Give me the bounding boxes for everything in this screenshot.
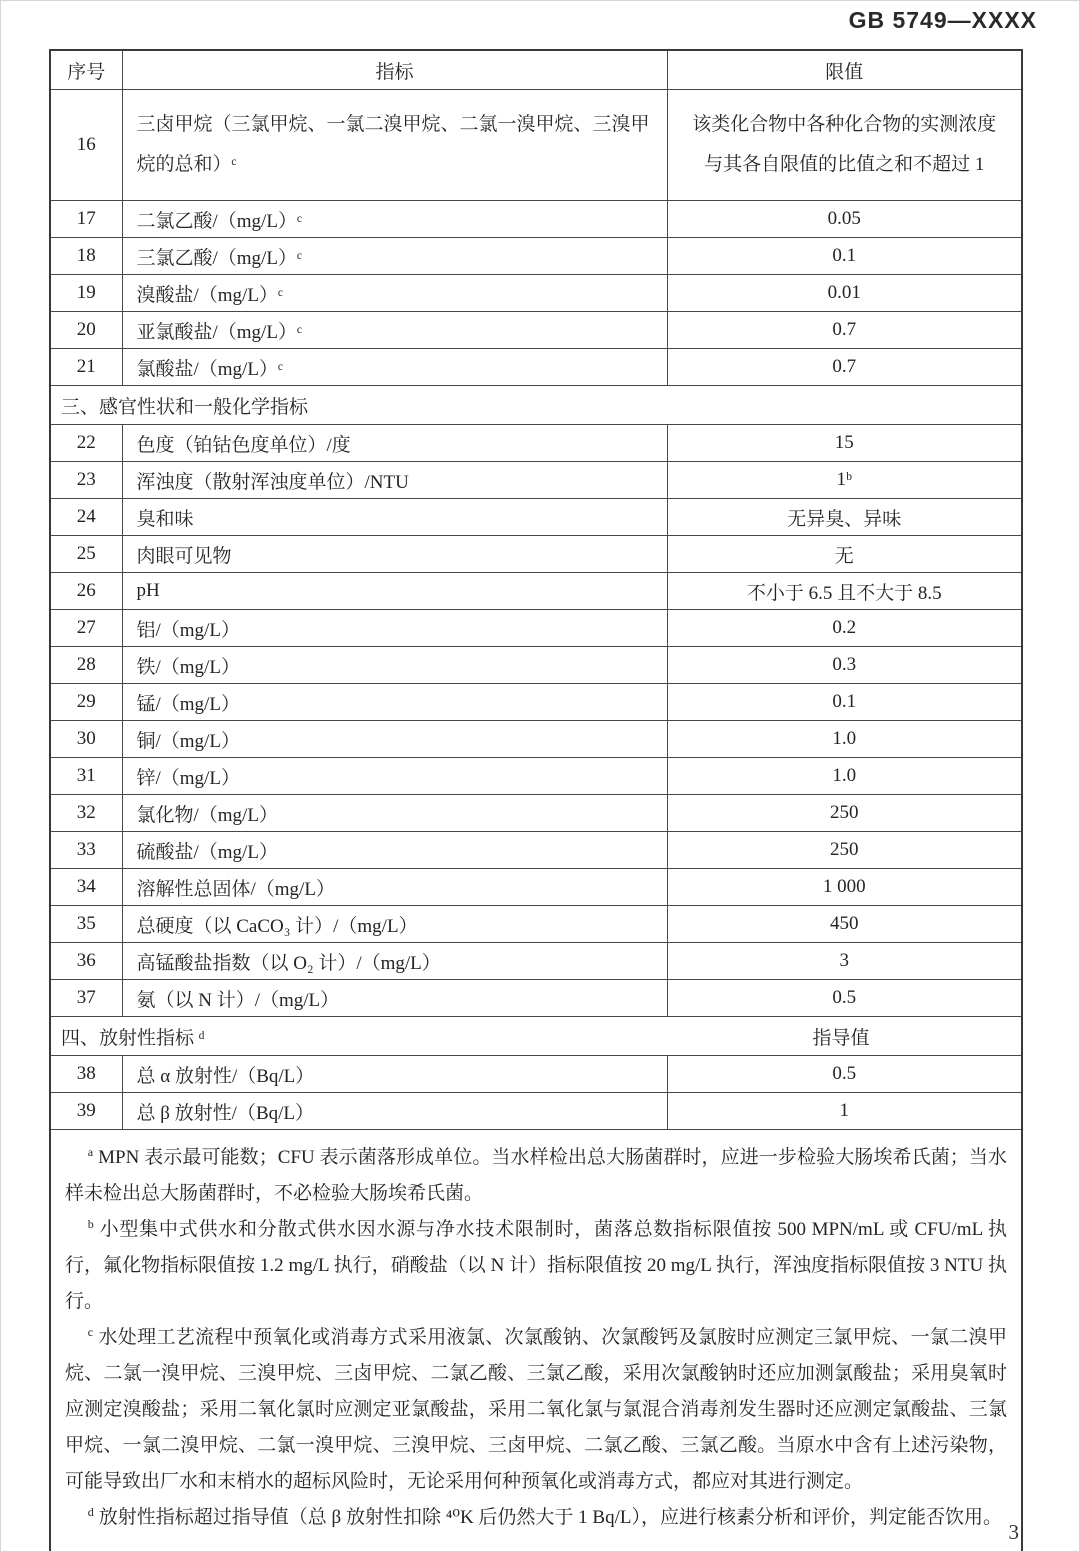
standard-code: GB 5749—XXXX — [848, 7, 1037, 33]
row-indicator: 总硬度（以 CaCO₃ 计）/（mg/L） — [122, 906, 667, 943]
table-row — [50, 536, 1022, 573]
row-number: 23 — [50, 462, 122, 499]
row-limit: 0.05 — [667, 201, 1022, 238]
row-indicator: 铜/（mg/L） — [122, 721, 667, 758]
row-limit: 1.0 — [667, 721, 1022, 758]
section-label: 四、放射性指标 ᵈ — [61, 1027, 205, 1049]
row-limit: 0.01 — [667, 275, 1022, 312]
row-number: 39 — [50, 1093, 122, 1130]
table-header-row — [50, 50, 1022, 90]
row-limit: 0.5 — [667, 1056, 1022, 1093]
footnote-a: $^a$ MPN 表示最可能数；CFU 表示菌落形成单位。当水样检出总大肠菌群时，应进一步检验大肠埃希氏菌；当水样未检出总大肠菌群时，不必检验大肠埃希氏菌。 — [65, 1144, 1007, 1204]
row-number: 30 — [50, 721, 122, 758]
row-number: 25 — [50, 536, 122, 573]
footnote-marker: a — [87, 1144, 94, 1159]
row-number: 33 — [50, 832, 122, 869]
row-limit: 0.7 — [667, 312, 1022, 349]
table-row — [50, 832, 1022, 869]
row-number: 35 — [50, 906, 122, 943]
row-limit: 0.5 — [667, 980, 1022, 1017]
table-row — [50, 721, 1022, 758]
row-limit: 15 — [667, 425, 1022, 462]
table-row — [50, 610, 1022, 647]
row-indicator: 铝/（mg/L） — [122, 610, 667, 647]
row-limit-line: 与其各自限值的比值之和不超过 1 — [704, 154, 985, 175]
section-label: 三、感官性状和一般化学指标 — [61, 396, 309, 418]
row-indicator: 亚氯酸盐/（mg/L）ᶜ — [122, 312, 667, 349]
row-indicator: 硫酸盐/（mg/L） — [122, 832, 667, 869]
footnote-marker: d — [87, 1504, 94, 1519]
table-footnotes-section — [50, 1130, 1022, 1552]
row-indicator: 臭和味 — [122, 499, 667, 536]
section-limit-label: 指导值 — [812, 1027, 870, 1049]
row-indicator: 总 β 放射性/（Bq/L） — [122, 1093, 667, 1130]
row-number: 22 — [50, 425, 122, 462]
section-row — [50, 386, 1022, 425]
row-indicator: pH — [122, 573, 667, 610]
row-limit: 0.7 — [667, 349, 1022, 386]
row-number: 26 — [50, 573, 122, 610]
row-indicator: 色度（铂钴色度单位）/度 — [122, 425, 667, 462]
table-row — [50, 349, 1022, 386]
row-indicator: 溴酸盐/（mg/L）ᶜ — [122, 275, 667, 312]
row-limit: 不小于 6.5 且不大于 8.5 — [667, 573, 1022, 610]
section-cell — [50, 1017, 1022, 1056]
table-row — [50, 906, 1022, 943]
row-number: 24 — [50, 499, 122, 536]
table-row — [50, 1056, 1022, 1093]
row-indicator: 三卤甲烷（三氯甲烷、一氯二溴甲烷、二氯一溴甲烷、三溴甲烷的总和）ᶜ — [122, 90, 667, 201]
row-indicator: 浑浊度（散射浑浊度单位）/NTU — [122, 462, 667, 499]
table-row — [50, 312, 1022, 349]
table-row — [50, 425, 1022, 462]
row-limit-line: 该类化合物中各种化合物的实测浓度 — [692, 114, 997, 135]
table-row — [50, 499, 1022, 536]
row-limit: 0.2 — [667, 610, 1022, 647]
row-limit: 无 — [667, 536, 1022, 573]
table-row — [50, 275, 1022, 312]
row-number: 17 — [50, 201, 122, 238]
row-limit: 0.1 — [667, 684, 1022, 721]
footnote-b: $^b$ 小型集中式供水和分散式供水因水源与净水技术限制时，菌落总数指标限值按 500 MPN/mL 或 CFU/mL 执行，氟化物指标限值按 1.2 mg/L 执行，硝酸盐（以 N 计）指标限值按 20 mg/L 执行，浑浊度指标限值按 3 NTU 执行。 — [65, 1216, 1007, 1312]
row-limit: 1 000 — [667, 869, 1022, 906]
row-indicator: 总 α 放射性/（Bq/L） — [122, 1056, 667, 1093]
row-indicator: 氨（以 N 计）/（mg/L） — [122, 980, 667, 1017]
row-indicator: 锌/（mg/L） — [122, 758, 667, 795]
footnote-marker: c — [87, 1324, 94, 1339]
row-number: 34 — [50, 869, 122, 906]
row-number: 27 — [50, 610, 122, 647]
col-header-indicator: 指标 — [122, 50, 667, 90]
footnote-c: $^c$ 水处理工艺流程中预氧化或消毒方式采用液氯、次氯酸钠、次氯酸钙及氯胺时应测定三氯甲烷、一氯二溴甲烷、二氯一溴甲烷、三溴甲烷、三卤甲烷、二氯乙酸、三氯乙酸，采用次氯酸钠时还应加测氯酸盐；采用臭氧时应测定溴酸盐；采用二氧化氯时应测定亚氯酸盐，采用二氧化氯与氯混合消毒剂发生器时还应测定氯酸盐、三氯甲烷、一氯二溴甲烷、二氯一溴甲烷、三溴甲烷、三卤甲烷、二氯乙酸、三氯乙酸。当原水中含有上述污染物，可能导致出厂水和末梢水的超标风险时，无论采用何种预氧化或消毒方式，都应对其进行测定。 — [65, 1324, 1007, 1492]
table-row — [50, 795, 1022, 832]
table-row — [50, 573, 1022, 610]
col-header-no: 序号 — [50, 50, 122, 90]
row-indicator: 二氯乙酸/（mg/L）ᶜ — [122, 201, 667, 238]
row-number: 19 — [50, 275, 122, 312]
table-body — [50, 90, 1022, 1130]
row-indicator: 溶解性总固体/（mg/L） — [122, 869, 667, 906]
table-row — [50, 980, 1022, 1017]
table-row — [50, 201, 1022, 238]
row-number: 21 — [50, 349, 122, 386]
row-indicator: 高锰酸盐指数（以 O₂ 计）/（mg/L） — [122, 943, 667, 980]
table-row — [50, 684, 1022, 721]
row-number: 37 — [50, 980, 122, 1017]
row-indicator: 肉眼可见物 — [122, 536, 667, 573]
section-row — [50, 1017, 1022, 1056]
row-limit: 1.0 — [667, 758, 1022, 795]
footnotes-cell — [50, 1130, 1022, 1552]
row-indicator: 锰/（mg/L） — [122, 684, 667, 721]
row-limit: 0.3 — [667, 647, 1022, 684]
table-row — [50, 90, 1022, 201]
table-row — [50, 758, 1022, 795]
row-number: 32 — [50, 795, 122, 832]
row-limit: 250 — [667, 832, 1022, 869]
row-indicator: 氯化物/（mg/L） — [122, 795, 667, 832]
page-number: 3 — [1008, 1520, 1019, 1544]
col-header-limit: 限值 — [667, 50, 1022, 90]
row-limit: 0.1 — [667, 238, 1022, 275]
footnotes-row — [50, 1130, 1022, 1552]
row-number: 29 — [50, 684, 122, 721]
row-limit: 450 — [667, 906, 1022, 943]
section-cell — [50, 386, 1022, 425]
row-indicator: 铁/（mg/L） — [122, 647, 667, 684]
row-indicator: 氯酸盐/（mg/L）ᶜ — [122, 349, 667, 386]
row-limit: 1 — [667, 1093, 1022, 1130]
table-row — [50, 869, 1022, 906]
row-indicator: 三氯乙酸/（mg/L）ᶜ — [122, 238, 667, 275]
table-row — [50, 647, 1022, 684]
row-limit — [667, 90, 1022, 201]
footnote-marker: b — [87, 1216, 94, 1231]
row-limit: 无异臭、异味 — [667, 499, 1022, 536]
table-row — [50, 1093, 1022, 1130]
row-limit: 250 — [667, 795, 1022, 832]
row-limit: 3 — [667, 943, 1022, 980]
row-number: 18 — [50, 238, 122, 275]
footnote-d: $^d$ 放射性指标超过指导值（总 β 放射性扣除 ⁴⁰K 后仍然大于 1 Bq/L），应进行核素分析和评价，判定能否饮用。 — [87, 1504, 1002, 1528]
row-number: 38 — [50, 1056, 122, 1093]
row-limit: 1ᵇ — [667, 462, 1022, 499]
table-row — [50, 238, 1022, 275]
water-quality-table — [49, 49, 1023, 1552]
row-number: 20 — [50, 312, 122, 349]
row-number: 36 — [50, 943, 122, 980]
table-row — [50, 943, 1022, 980]
row-number: 31 — [50, 758, 122, 795]
row-number: 16 — [50, 90, 122, 201]
row-number: 28 — [50, 647, 122, 684]
table-row — [50, 462, 1022, 499]
